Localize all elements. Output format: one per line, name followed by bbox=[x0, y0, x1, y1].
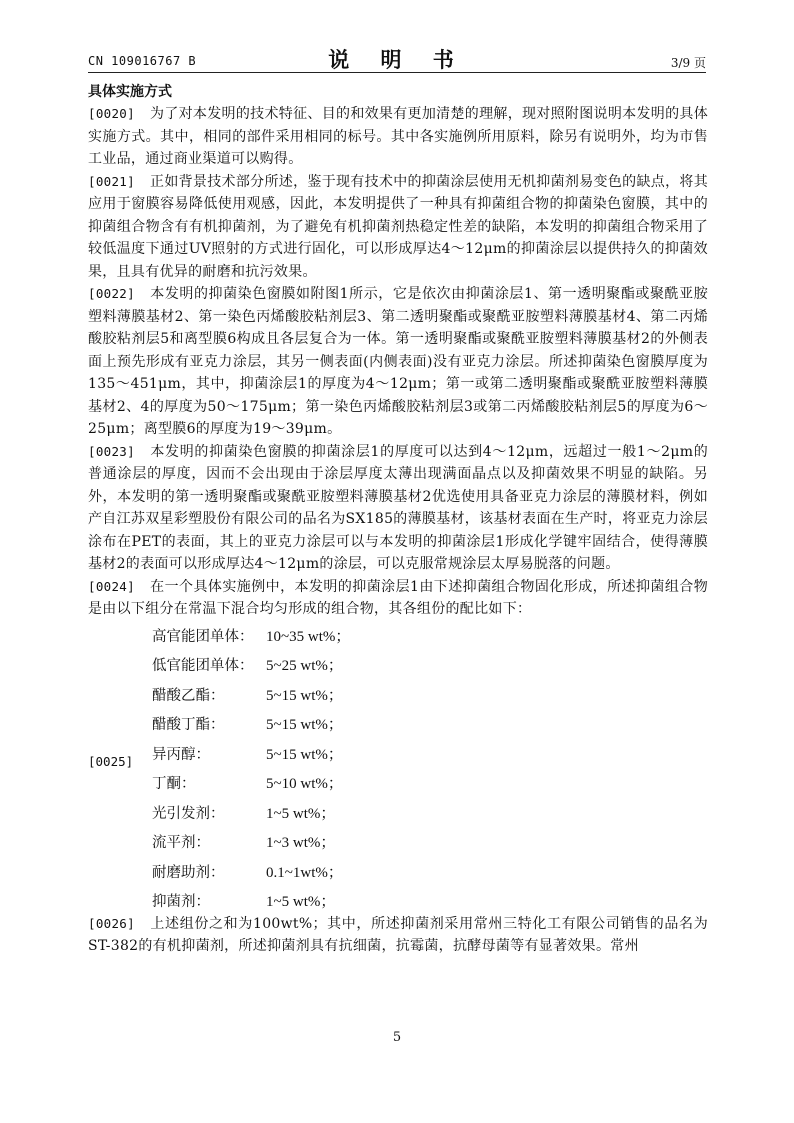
composition-item bbox=[152, 770, 350, 800]
paragraph-0023 bbox=[88, 441, 708, 576]
paragraph-0026 bbox=[88, 913, 708, 958]
component-name: 耐磨助剂： bbox=[152, 864, 225, 881]
document-body bbox=[88, 80, 708, 958]
paragraph-tag: [0026] bbox=[88, 915, 135, 931]
component-ratio: 1~5 wt%； bbox=[266, 894, 336, 910]
component-name: 光引发剂： bbox=[152, 805, 225, 822]
paragraph-text: 本发明的抑菌染色窗膜如附图1所示，它是依次由抑菌涂层1、第一透明聚酯或聚酰亚胺塑料薄膜基材2、第一染色丙烯酸胶粘剂层3、第二透明聚酯或聚酰亚胺塑料薄膜基材4、第二丙烯酸胶粘剂层5和离型膜6构成且各层复合为一体。第一透明聚酯或聚酰亚胺塑料薄膜基材2的外侧表面上预先形成有亚克力涂层，其另一侧表面(内侧表面)没有亚克力涂层。所述抑菌染色窗膜厚度为135～451μm，其中，抑菌涂层1的厚度为4～12μm；第一或第二透明聚酯或聚酰亚胺塑料薄膜基材2、4的厚度为50～175μm；第一染色丙烯酸胶粘剂层3或第二丙烯酸胶粘剂层5的厚度为6～25μm；离型膜6的厚度为19～39μm。 bbox=[88, 286, 708, 437]
paragraph-text: 本发明的抑菌染色窗膜的抑菌涂层1的厚度可以达到4～12μm，远超过一般1～2μm的普通涂层的厚度，因而不会出现由于涂层厚度太薄出现满面晶点以及抑菌效果不明显的缺陷。另外，本发明的第一透明聚酯或聚酰亚胺塑料薄膜基材2优选使用具备亚克力涂层的薄膜材料，例如产自江苏双星彩塑股份有限公司的品名为SX185的薄膜基材，该基材表面在生产时，将亚克力涂层涂布在PET的表面，其上的亚克力涂层可以与本发明的抑菌涂层1形成化学键牢固结合，使得薄膜基材2的表面可以形成厚达4～12μm的涂层，可以克服常规涂层太厚易脱落的问题。 bbox=[88, 443, 708, 572]
component-ratio: 10~35 wt%； bbox=[266, 628, 351, 645]
paragraph-tag: [0024] bbox=[88, 578, 135, 594]
composition-item bbox=[152, 682, 350, 712]
paragraph-text: 为了对本发明的技术特征、目的和效果有更加清楚的理解，现对照附图说明本发明的具体实施方式。其中，相同的部件采用相同的标号。其中各实施例所用原料，除另有说明外，均为市售工业品，通过商业渠道可以购得。 bbox=[88, 106, 708, 167]
page-indicator: 3/9 页 bbox=[670, 56, 706, 70]
paragraph-tag: [0022] bbox=[88, 286, 135, 301]
composition-item bbox=[152, 623, 350, 653]
component-name: 流平剂： bbox=[152, 835, 210, 851]
page-number: 5 bbox=[392, 1030, 402, 1045]
component-ratio: 5~25 wt%； bbox=[266, 658, 343, 674]
patent-number: CN 109016767 B bbox=[88, 54, 197, 68]
composition-item bbox=[152, 800, 350, 830]
composition-table bbox=[88, 623, 708, 913]
component-name: 高官能团单体： bbox=[152, 628, 254, 645]
component-ratio: 5~10 wt%； bbox=[266, 776, 343, 792]
paragraph-text: 在一个具体实施例中，本发明的抑菌涂层1由下述抑菌组合物固化形成，所述抑菌组合物是由以下组分在常温下混合均匀形成的组合物，其各组份的配比如下： bbox=[88, 578, 708, 617]
paragraph-text: 上述组份之和为100wt%；其中，所述抑菌剂采用常州三特化工有限公司销售的品名为ST-382的有机抑菌剂，所述抑菌剂具有抗细菌，抗霉菌，抗酵母菌等有显著效果。常州 bbox=[88, 915, 708, 954]
composition-item bbox=[152, 829, 350, 859]
paragraph-text: 正如背景技术部分所述，鉴于现有技术中的抑菌涂层使用无机抑菌剂易变色的缺点，将其应用于窗膜容易降低使用观感，因此，本发明提供了一种具有抑菌组合物的抑菌染色窗膜，其中的抑菌组合物含有有机抑菌剂，为了避免有机抑菌剂热稳定性差的缺陷，本发明的抑菌组合物采用了较低温度下通过UV照射的方式进行固化，可以形成厚达4～12μm的抑菌涂层以提供持久的抑菌效果，且具有优异的耐磨和抗污效果。 bbox=[88, 173, 708, 280]
section-title: 具体实施方式 bbox=[88, 84, 172, 100]
page-header bbox=[88, 44, 706, 73]
paragraph-0024 bbox=[88, 576, 708, 621]
composition-item bbox=[152, 859, 350, 889]
composition-item bbox=[152, 652, 350, 682]
component-name: 低官能团单体： bbox=[152, 658, 254, 674]
paragraph-tag: [0021] bbox=[88, 173, 135, 189]
paragraph-0021 bbox=[88, 171, 708, 284]
paragraph-tag: [0023] bbox=[88, 443, 135, 459]
component-ratio: 5~15 wt%； bbox=[266, 687, 343, 704]
composition-item bbox=[152, 888, 350, 918]
component-ratio: 5~15 wt%； bbox=[266, 746, 343, 763]
component-ratio: 5~15 wt%； bbox=[266, 717, 343, 733]
composition-list bbox=[152, 623, 350, 918]
component-name: 丁酮： bbox=[152, 776, 196, 792]
document-title: 说 明 书 bbox=[328, 47, 466, 72]
composition-item bbox=[152, 711, 350, 741]
composition-item bbox=[152, 741, 350, 771]
component-name: 抑菌剂： bbox=[152, 894, 210, 910]
paragraph-0020 bbox=[88, 103, 708, 171]
paragraph-0022 bbox=[88, 283, 708, 441]
paragraph-tag: [0025] bbox=[88, 753, 134, 769]
component-name: 异丙醇： bbox=[152, 746, 210, 763]
component-name: 醋酸丁酯： bbox=[152, 717, 225, 733]
paragraph-tag: [0020] bbox=[88, 106, 135, 121]
component-ratio: 1~5 wt%； bbox=[266, 805, 336, 822]
component-name: 醋酸乙酯： bbox=[152, 687, 225, 704]
component-ratio: 0.1~1wt%； bbox=[266, 864, 343, 881]
component-ratio: 1~3 wt%； bbox=[266, 835, 336, 851]
